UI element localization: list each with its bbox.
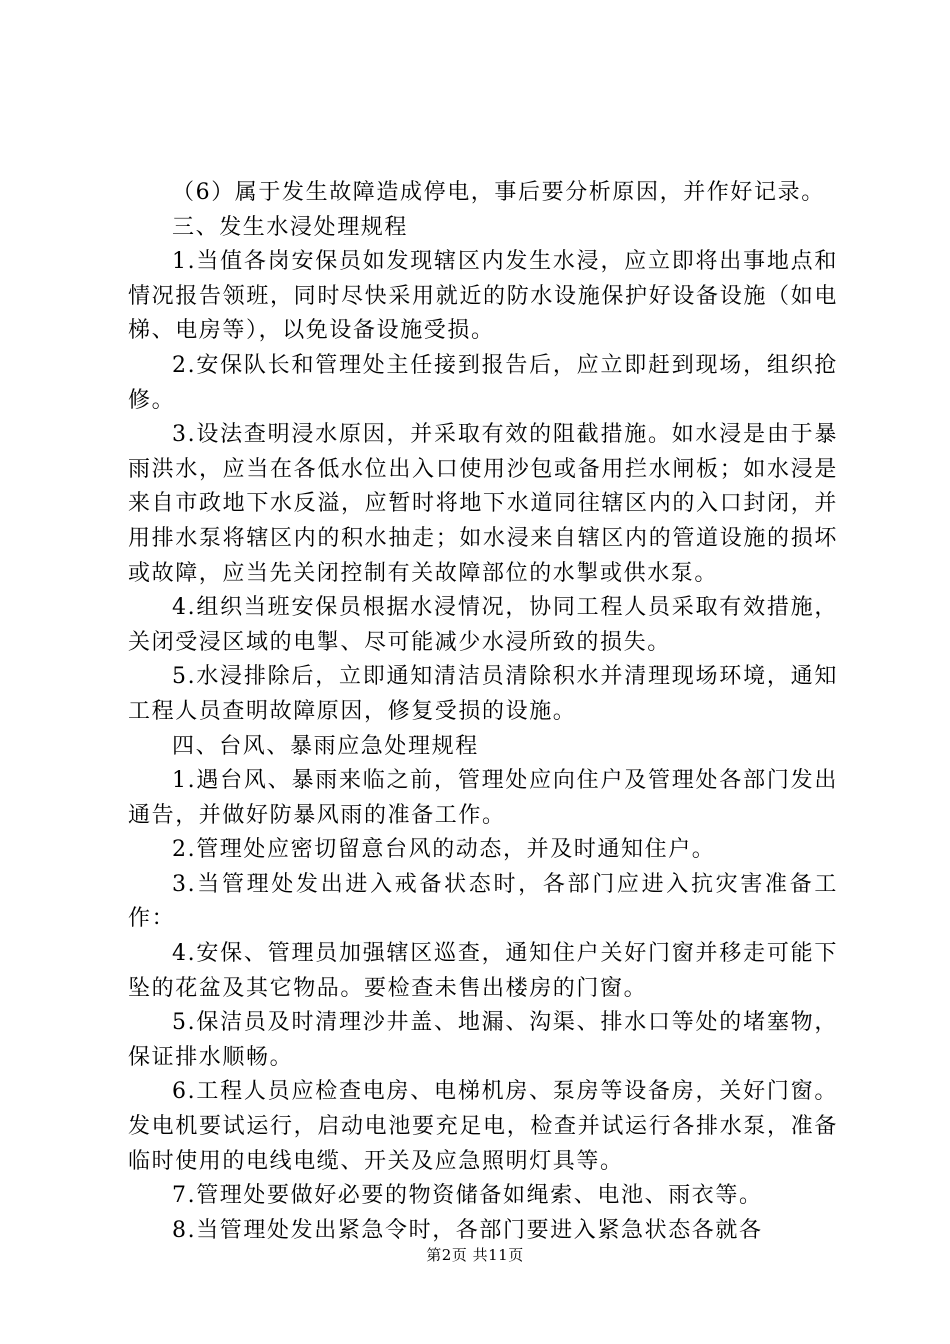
paragraph-water-3: 3.设法查明浸水原因，并采取有效的阻截措施。如水浸是由于暴雨洪水，应当在各低水位出入口使用沙包或备用拦水闸板；如水浸是来自市政地下水反溢，应暂时将地下水道同往辖区内的入口封闭，并用排水泵将辖区内的积水抽走；如水浸来自辖区内的管道设施的损坏或故障，应当先关闭控制有关故障部位的水掣或供水泵。 xyxy=(128,422,838,586)
paragraph-water-5: 5.水浸排除后，立即通知清洁员清除积水并清理现场环境，通知工程人员查明故障原因，修复受损的设施。 xyxy=(128,664,838,724)
paragraph-water-4: 4.组织当班安保员根据水浸情况，协同工程人员采取有效措施，关闭受浸区域的电掣、尽可能减少水浸所致的损失。 xyxy=(128,595,838,655)
document-body xyxy=(128,176,838,1248)
paragraph-water-1: 1.当值各岗安保员如发现辖区内发生水浸，应立即将出事地点和情况报告领班，同时尽快采用就近的防水设施保护好设备设施（如电梯、电房等），以免设备设施受损。 xyxy=(128,249,838,344)
section-heading-water: 三、发生水浸处理规程 xyxy=(172,214,409,240)
paragraph-typhoon-2: 2.管理处应密切留意台风的动态，并及时通知住户。 xyxy=(172,837,716,863)
paragraph-water-2: 2.安保队长和管理处主任接到报告后，应立即赶到现场，组织抢修。 xyxy=(128,352,838,413)
paragraph-typhoon-8: 8.当管理处发出紧急令时，各部门要进入紧急状态各就各 xyxy=(172,1217,763,1243)
paragraph-typhoon-3: 3.当管理处发出进入戒备状态时，各部门应进入抗灾害准备工作： xyxy=(128,871,838,932)
section-heading-typhoon: 四、台风、暴雨应急处理规程 xyxy=(172,733,479,759)
paragraph-typhoon-7: 7.管理处要做好必要的物资储备如绳索、电池、雨衣等。 xyxy=(172,1183,763,1209)
paragraph-typhoon-1: 1.遇台风、暴雨来临之前，管理处应向住户及管理处各部门发出通告，并做好防暴风雨的准备工作。 xyxy=(128,768,838,828)
paragraph-6-record: （6）属于发生故障造成停电，事后要分析原因，并作好记录。 xyxy=(172,180,825,205)
paragraph-typhoon-6: 6.工程人员应检查电房、电梯机房、泵房等设备房，关好门窗。发电机要试运行，启动电池要充足电，检查并试运行各排水泵，准备临时使用的电线电缆、开关及应急照明灯具等。 xyxy=(128,1079,838,1174)
page-number-footer: 第2页 共11页 xyxy=(426,1246,524,1264)
paragraph-typhoon-4: 4.安保、管理员加强辖区巡查，通知住户关好门窗并移走可能下坠的花盆及其它物品。要检查未售出楼房的门窗。 xyxy=(128,941,838,1001)
paragraph-typhoon-5: 5.保洁员及时清理沙井盖、地漏、沟渠、排水口等处的堵塞物，保证排水顺畅。 xyxy=(128,1010,838,1070)
